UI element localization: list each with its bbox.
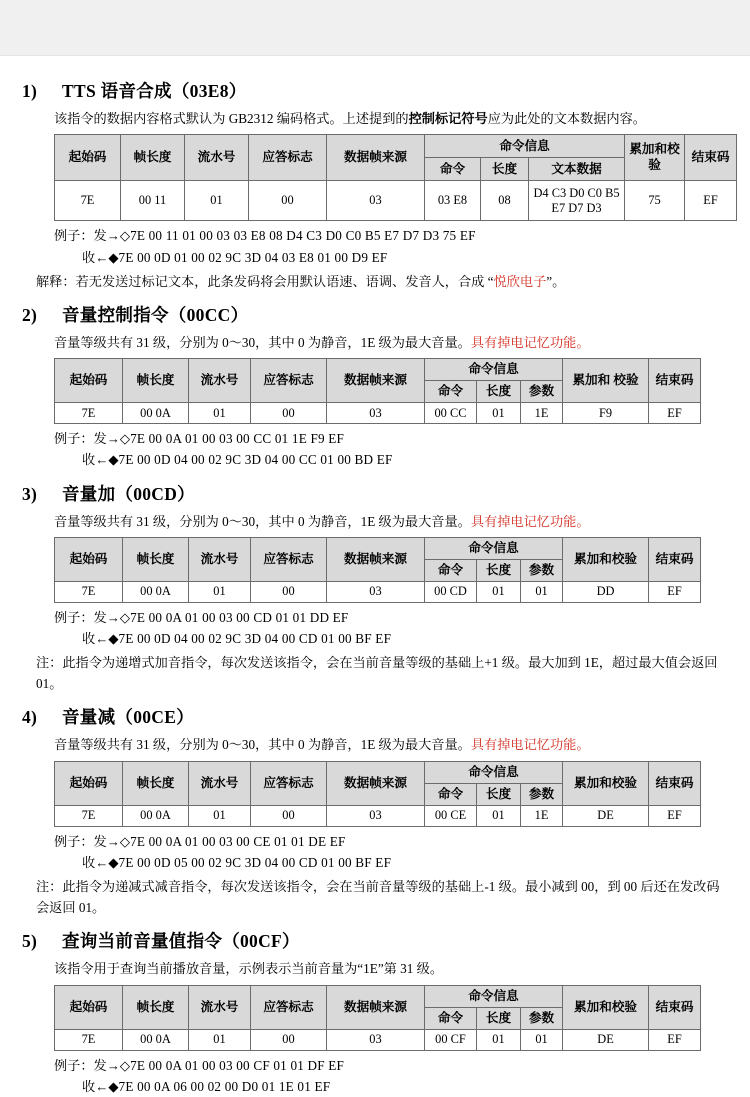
header-frame-length: 帧长度 <box>123 761 189 805</box>
section-4-note: 注：此指令为递减式减音指令，每次发送该指令，会在当前音量等级的基础上-1 级。最小减到 00，到 00 后还在发改码会返回 01。 <box>36 879 720 916</box>
section-4-example-recv <box>82 852 728 873</box>
section-heading-4 <box>22 704 728 729</box>
example-label: 例子：发→◇ <box>54 228 131 244</box>
header-reply-flag: 应答标志 <box>251 761 327 805</box>
cell-checksum: F9 <box>563 403 649 424</box>
cell-reply-flag: 00 <box>251 403 327 424</box>
example-hex: 7E 00 11 01 00 03 03 E8 08 D4 C3 D0 C0 B5 E7 D7 D3 75 EF <box>130 228 476 244</box>
header-reply-flag: 应答标志 <box>251 359 327 403</box>
header-command-info-group: 命令信息 <box>425 537 563 559</box>
cell-length: 08 <box>481 181 529 221</box>
header-serial-number: 流水号 <box>185 135 249 181</box>
example-label: 收←◆ <box>82 855 119 871</box>
cell-checksum: DD <box>563 581 649 602</box>
header-serial-number: 流水号 <box>189 537 251 581</box>
table-header-row-top <box>55 359 701 381</box>
cell-text-data: D4 C3 D0 C0 B5 E7 D7 D3 <box>529 181 625 221</box>
header-command: 命令 <box>425 158 481 181</box>
intro-text-part2: 应为此处的文本数据内容。 <box>487 111 646 126</box>
header-frame-source: 数据帧来源 <box>327 985 425 1029</box>
section-2-example-send <box>54 428 728 449</box>
cell-length: 01 <box>477 1029 521 1050</box>
header-start-code: 起始码 <box>55 135 121 181</box>
header-checksum: 累加和校验 <box>563 985 649 1029</box>
cell-start-code: 7E <box>55 805 123 826</box>
header-parameter: 参数 <box>521 783 563 805</box>
cell-frame-length: 00 11 <box>121 181 185 221</box>
table-row <box>55 181 737 221</box>
packet-table-3 <box>54 537 701 603</box>
intro-text: 音量等级共有 31 级，分别为 0～30，其中 0 为静音，1E 级为最大音量。 <box>54 334 471 350</box>
section-4-intro <box>54 735 728 755</box>
cell-command: 00 CE <box>425 805 477 826</box>
header-frame-length: 帧长度 <box>121 135 185 181</box>
intro-text-bold: 控制标记符号 <box>408 111 488 126</box>
packet-table-1 <box>54 134 737 221</box>
cell-reply-flag: 00 <box>251 1029 327 1050</box>
cell-frame-source: 03 <box>327 403 425 424</box>
section-1-explanation <box>36 271 728 292</box>
header-end-code: 结束码 <box>649 537 701 581</box>
table-header-row-top <box>55 537 701 559</box>
cell-command: 00 CC <box>425 403 477 424</box>
section-number-4: 4) <box>22 707 38 728</box>
example-label: 收←◆ <box>82 249 119 265</box>
explain-prefix: 解释：若无发送过标记文本，此条发码将会用默认语速、语调、发音人，合成 “ <box>36 273 494 289</box>
section-1-example-send <box>54 225 728 246</box>
header-command: 命令 <box>425 559 477 581</box>
header-end-code: 结束码 <box>649 359 701 403</box>
header-parameter: 参数 <box>521 1007 563 1029</box>
section-heading-3 <box>22 481 728 506</box>
example-label: 例子：发→◇ <box>54 431 131 447</box>
intro-text: 音量等级共有 31 级，分别为 0～30，其中 0 为静音，1E 级为最大音量。 <box>54 513 471 529</box>
section-title-5: 查询当前音量值指令（00CF） <box>62 931 300 952</box>
table-row <box>55 581 701 602</box>
section-number-1: 1) <box>22 81 38 101</box>
cell-end-code: EF <box>649 1029 701 1050</box>
cell-end-code: EF <box>649 581 701 602</box>
section-3-example-recv <box>82 628 728 649</box>
cell-parameter: 1E <box>521 805 563 826</box>
header-end-code: 结束码 <box>649 985 701 1029</box>
section-3-note: 注：此指令为递增式加音指令，每次发送该指令，会在当前音量等级的基础上+1 级。最大加到 1E，超过最大值会返回 01。 <box>36 655 718 692</box>
example-hex: 7E 00 0D 01 00 02 9C 3D 04 03 E8 01 00 D9 EF <box>118 249 388 265</box>
header-frame-source: 数据帧来源 <box>327 135 425 181</box>
section-5-intro <box>54 959 728 979</box>
section-heading-2 <box>22 302 728 327</box>
cell-command: 00 CD <box>425 581 477 602</box>
section-title-2: 音量控制指令（00CC） <box>62 304 249 325</box>
cell-start-code: 7E <box>55 1029 123 1050</box>
header-serial-number: 流水号 <box>189 761 251 805</box>
cell-frame-length: 00 0A <box>123 805 189 826</box>
cell-frame-source: 03 <box>327 581 425 602</box>
packet-table-2 <box>54 358 701 424</box>
document-content <box>0 56 750 1097</box>
intro-highlight: 具有掉电记忆功能。 <box>470 334 590 350</box>
cell-frame-source: 03 <box>327 805 425 826</box>
example-label: 收←◆ <box>82 452 119 468</box>
section-heading-1 <box>22 78 728 103</box>
header-serial-number: 流水号 <box>189 985 251 1029</box>
header-command-info-group: 命令信息 <box>425 761 563 783</box>
header-serial-number: 流水号 <box>189 359 251 403</box>
intro-text: 音量等级共有 31 级，分别为 0～30，其中 0 为静音，1E 级为最大音量。 <box>54 737 471 753</box>
header-command-info-group: 命令信息 <box>425 135 625 158</box>
cell-parameter: 01 <box>521 1029 563 1050</box>
header-command: 命令 <box>425 783 477 805</box>
cell-serial-number: 01 <box>189 403 251 424</box>
intro-highlight: 具有掉电记忆功能。 <box>470 737 590 753</box>
example-hex: 7E 00 0D 05 00 02 9C 3D 04 00 CD 01 00 BF EF <box>118 855 392 871</box>
section-title-4: 音量减（00CE） <box>62 707 195 728</box>
header-checksum: 累加和校验 <box>625 135 685 181</box>
cell-serial-number: 01 <box>185 181 249 221</box>
intro-highlight: 具有掉电记忆功能。 <box>470 513 590 529</box>
header-checksum: 累加和校验 <box>563 761 649 805</box>
cell-frame-length: 00 0A <box>123 403 189 424</box>
cell-start-code: 7E <box>55 403 123 424</box>
header-reply-flag: 应答标志 <box>251 537 327 581</box>
table-row <box>55 1029 701 1050</box>
header-length: 长度 <box>477 783 521 805</box>
header-checksum: 累加和校验 <box>563 537 649 581</box>
cell-reply-flag: 00 <box>251 581 327 602</box>
header-command: 命令 <box>425 381 477 403</box>
cell-checksum: 75 <box>625 181 685 221</box>
cell-serial-number: 01 <box>189 1029 251 1050</box>
cell-end-code: EF <box>685 181 737 221</box>
section-5-example-send <box>54 1055 728 1076</box>
section-title-3: 音量加（00CD） <box>62 483 195 504</box>
header-checksum: 累加和 校验 <box>563 359 649 403</box>
header-parameter: 参数 <box>521 559 563 581</box>
header-command-info-group: 命令信息 <box>425 359 563 381</box>
example-label: 例子：发→◇ <box>54 609 131 625</box>
example-hex: 7E 00 0D 04 00 02 9C 3D 04 00 CC 01 00 BD EF <box>118 452 393 468</box>
intro-text-part1: 该指令的数据内容格式默认为 GB2312 编码格式。上述提到的 <box>54 111 409 126</box>
section-4-example-send <box>54 831 728 852</box>
cell-command: 00 CF <box>425 1029 477 1050</box>
header-reply-flag: 应答标志 <box>249 135 327 181</box>
cell-frame-source: 03 <box>327 181 425 221</box>
section-number-2: 2) <box>22 304 38 325</box>
header-start-code: 起始码 <box>55 537 123 581</box>
table-row <box>55 403 701 424</box>
header-frame-length: 帧长度 <box>123 537 189 581</box>
cell-parameter: 1E <box>521 403 563 424</box>
example-label: 收←◆ <box>82 1079 119 1095</box>
cell-length: 01 <box>477 581 521 602</box>
section-2-intro <box>54 333 728 353</box>
header-length: 长度 <box>477 1007 521 1029</box>
example-hex: 7E 00 0A 01 00 03 00 CC 01 1E F9 EF <box>130 431 345 447</box>
header-frame-length: 帧长度 <box>123 985 189 1029</box>
section-2-example-recv <box>82 449 728 470</box>
example-label: 收←◆ <box>82 631 119 647</box>
example-label: 例子：发→◇ <box>54 1057 131 1073</box>
cell-command: 03 E8 <box>425 181 481 221</box>
packet-table-4 <box>54 761 701 827</box>
packet-table-5 <box>54 985 701 1051</box>
header-parameter: 参数 <box>521 381 563 403</box>
example-hex: 7E 00 0A 01 00 03 00 CF 01 01 DF EF <box>130 1057 345 1073</box>
header-command: 命令 <box>425 1007 477 1029</box>
section-3-intro <box>54 512 728 532</box>
cell-length: 01 <box>477 403 521 424</box>
section-1-intro <box>54 109 728 129</box>
header-frame-length: 帧长度 <box>123 359 189 403</box>
header-frame-source: 数据帧来源 <box>327 537 425 581</box>
header-end-code: 结束码 <box>649 761 701 805</box>
example-label: 例子：发→◇ <box>54 833 131 849</box>
header-length: 长度 <box>477 559 521 581</box>
table-header-row-top <box>55 761 701 783</box>
section-1-example-recv <box>82 247 728 268</box>
header-reply-flag: 应答标志 <box>251 985 327 1029</box>
header-length: 长度 <box>477 381 521 403</box>
section-number-3: 3) <box>22 483 38 504</box>
cell-end-code: EF <box>649 403 701 424</box>
section-title-1: TTS 语音合成（03E8） <box>62 81 247 101</box>
cell-parameter: 01 <box>521 581 563 602</box>
table-header-row-top <box>55 135 737 158</box>
cell-start-code: 7E <box>55 181 121 221</box>
cell-serial-number: 01 <box>189 805 251 826</box>
cell-frame-length: 00 0A <box>123 581 189 602</box>
header-start-code: 起始码 <box>55 359 123 403</box>
header-frame-source: 数据帧来源 <box>327 761 425 805</box>
example-hex: 7E 00 0D 04 00 02 9C 3D 04 00 CD 01 00 BF EF <box>118 631 392 647</box>
explain-highlight: 悦欣电子 <box>493 273 547 289</box>
cell-frame-source: 03 <box>327 1029 425 1050</box>
section-3-example-send <box>54 607 728 628</box>
cell-start-code: 7E <box>55 581 123 602</box>
cell-reply-flag: 00 <box>249 181 327 221</box>
header-text-data: 文本数据 <box>529 158 625 181</box>
cell-length: 01 <box>477 805 521 826</box>
example-hex: 7E 00 0A 01 00 03 00 CE 01 01 DE EF <box>130 833 346 849</box>
cell-reply-flag: 00 <box>251 805 327 826</box>
header-frame-source: 数据帧来源 <box>327 359 425 403</box>
table-row <box>55 805 701 826</box>
header-length: 长度 <box>481 158 529 181</box>
example-hex: 7E 00 0A 01 00 03 00 CD 01 01 DD EF <box>130 609 349 625</box>
cell-checksum: DE <box>563 805 649 826</box>
header-command-info-group: 命令信息 <box>425 985 563 1007</box>
section-5-example-recv <box>82 1076 728 1097</box>
section-number-5: 5) <box>22 931 38 952</box>
section-heading-5 <box>22 928 728 953</box>
cell-serial-number: 01 <box>189 581 251 602</box>
cell-frame-length: 00 0A <box>123 1029 189 1050</box>
header-start-code: 起始码 <box>55 761 123 805</box>
example-hex: 7E 00 0A 06 00 02 00 D0 01 1E 01 EF <box>118 1079 331 1095</box>
table-header-row-top <box>55 985 701 1007</box>
explain-suffix: ”。 <box>546 273 566 289</box>
header-end-code: 结束码 <box>685 135 737 181</box>
intro-text: 该指令用于查询当前播放音量，示例表示当前音量为“1E”第 31 级。 <box>54 961 444 977</box>
page-top-band <box>0 0 750 56</box>
cell-end-code: EF <box>649 805 701 826</box>
cell-checksum: DE <box>563 1029 649 1050</box>
header-start-code: 起始码 <box>55 985 123 1029</box>
